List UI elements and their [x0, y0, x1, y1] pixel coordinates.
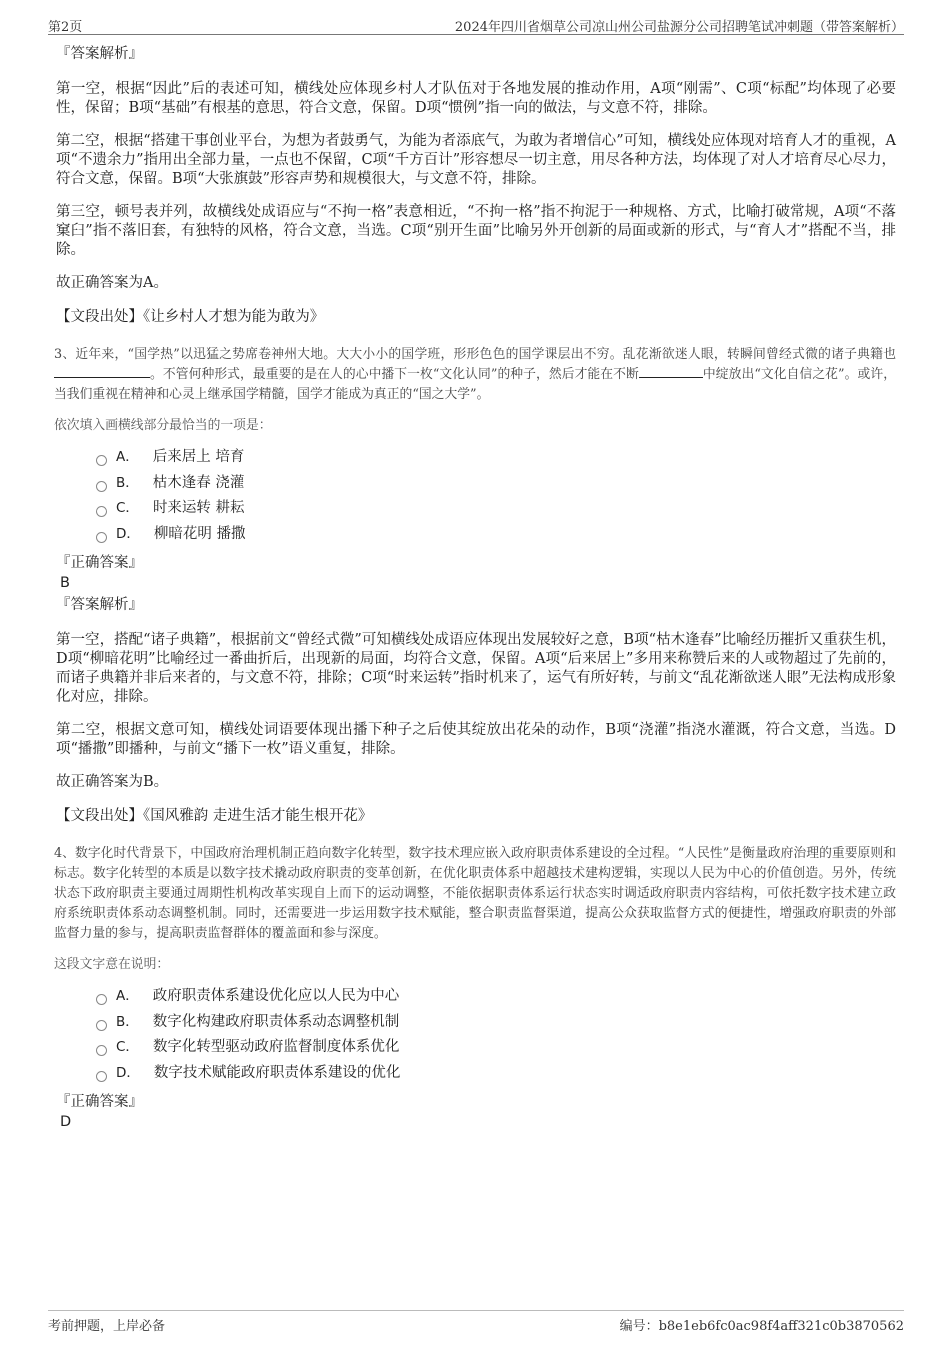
radio-icon[interactable]	[96, 1045, 107, 1056]
radio-icon[interactable]	[96, 532, 107, 543]
radio-icon[interactable]	[96, 1020, 107, 1031]
document-body	[56, 44, 896, 1134]
q3-analysis-p2: 第二空，根据文意可知，横线处词语要体现出播下种子之后使其绽放出花朵的动作，B项“浇灌”指浇水灌溉，符合文意，当选。D项“播撒”即播种，与前文“播下一枚”语义重复，排除。	[56, 722, 896, 757]
q3-analysis-label: 『答案解析』	[56, 597, 143, 613]
q2-section	[56, 44, 896, 327]
page-number: 第2页	[48, 20, 83, 35]
q2-analysis-label: 『答案解析』	[56, 46, 143, 62]
q4-options	[96, 984, 896, 1086]
radio-icon[interactable]	[96, 481, 107, 492]
q4-correct-label: 『正确答案』	[56, 1094, 143, 1110]
q3-section	[56, 345, 896, 826]
q2-analysis-p1: 第一空，根据“因此”后的表述可知，横线处应体现乡村人才队伍对于各地发展的推动作用，A项“刚需”、C项“标配”均体现了必要性，保留；B项“基础”有根基的意思，符合文意，保留。D项“惯例”指一向的做法，与文意不符，排除。	[56, 81, 896, 116]
q3-analysis-p1: 第一空，搭配“诸子典籍”，根据前文“曾经式微”可知横线处成语应体现出发展较好之意，B项“枯木逢春”比喻经历摧折又重获生机，D项“柳暗花明”比喻经过一番曲折后，出现新的局面，均符合文意，保留。A项“后来居上”多用来称赞后来的人或物超过了先前的，而诸子典籍并非后来者的，与文意不符，排除；C项“时来运转”指时机来了，运气有所好转，与前文“乱花渐欲迷人眼”无法构成形象化对应，排除。	[56, 632, 896, 705]
radio-icon[interactable]	[96, 994, 107, 1005]
q3-blank-1	[54, 365, 150, 378]
q3-stem: 3、近年来，“国学热”以迅猛之势席卷神州大地。大大小小的国学班，形形色色的国学课层出不穷。乱花渐欲迷人眼，转瞬间曾经式微的诸子典籍也。不管何种形式，最重要的是在人的心中播下一枚“文化认同”的种子，然后才能在不断 中绽放出“文化自信之花”。或许，当我们重视在精神和心灵上继承国学精髓，国学才能成为真正的“国之大学”。	[54, 347, 896, 402]
q4-stem: 4、数字化时代背景下，中国政府治理机制正趋向数字化转型，数字技术理应嵌入政府职责体系建设的全过程。“人民性”是衡量政府治理的重要原则和标志。数字化转型的本质是以数字技术撬动政府职责的变革创新，在优化职责体系中超越技术建构逻辑，实现以人民为中心的价值创造。另外，传统状态下政府职责主要通过周期性机构改革实现自上而下的运动调整，不能依据职责体系运行状态实时调适政府职责内容结构，可依托数字技术建立政府系统职责体系动态调整机制。同时，还需要进一步运用数字技术赋能，整合职责监督渠道，提高公众获取监督方式的便捷性，增强政府职责的外部监督力量的参与，提高职责监督群体的覆盖面和参与深度。	[54, 846, 896, 941]
document-id: 编号：b8e1eb6fc0ac98f4aff321c0b3870562	[619, 1319, 904, 1334]
page-footer	[48, 1310, 904, 1333]
q3-option-d[interactable]: D． 柳暗花明 播撒	[96, 522, 896, 548]
q4-prompt: 这段文字意在说明：	[54, 957, 170, 972]
q3-source: 【文段出处】《国风雅韵 走进生活才能生根开花》	[56, 808, 373, 824]
document-title: 2024年四川省烟草公司凉山州公司盐源分公司招聘笔试冲刺题（带答案解析）	[454, 20, 904, 35]
q2-conclusion: 故正确答案为A。	[56, 275, 168, 291]
footer-slogan: 考前押题，上岸必备	[48, 1319, 166, 1334]
radio-icon[interactable]	[96, 1071, 107, 1082]
q4-option-b[interactable]: B． 数字化构建政府职责体系动态调整机制	[96, 1010, 896, 1036]
q3-options	[96, 445, 896, 547]
q4-option-a[interactable]: A． 政府职责体系建设优化应以人民为中心	[96, 984, 896, 1010]
q3-blank-2	[639, 365, 703, 378]
q4-section	[56, 844, 896, 1132]
radio-icon[interactable]	[96, 506, 107, 517]
q3-correct-label: 『正确答案』	[56, 555, 143, 571]
q4-option-d[interactable]: D． 数字技术赋能政府职责体系建设的优化	[96, 1061, 896, 1087]
radio-icon[interactable]	[96, 455, 107, 466]
q3-correct-answer: B	[60, 575, 70, 591]
q4-option-c[interactable]: C． 数字化转型驱动政府监督制度体系优化	[96, 1035, 896, 1061]
q3-option-b[interactable]: B． 枯木逢春 浇灌	[96, 471, 896, 497]
page-header	[48, 14, 904, 35]
q4-correct-answer: D	[60, 1114, 72, 1130]
q3-option-a[interactable]: A． 后来居上 培育	[96, 445, 896, 471]
q3-conclusion: 故正确答案为B。	[56, 774, 169, 790]
q3-option-c[interactable]: C． 时来运转 耕耘	[96, 496, 896, 522]
q3-prompt: 依次填入画横线部分最恰当的一项是：	[54, 418, 272, 433]
q2-analysis-p2: 第二空，根据“搭建干事创业平台，为想为者鼓勇气，为能为者添底气，为敢为者增信心”可知，横线处应体现对培育人才的重视，A项“不遗余力”指用出全部力量，一点也不保留，C项“千方百计”形容想尽一切主意，用尽各种方法，均体现了对人才培育尽心尽力，符合文意，保留。B项“大张旗鼓”形容声势和规模很大，与文意不符，排除。	[56, 133, 896, 187]
q2-analysis-p3: 第三空，顿号表并列，故横线处成语应与“不拘一格”表意相近，“不拘一格”指不拘泥于一种规格、方式，比喻打破常规，A项“不落窠臼”指不落旧套，有独特的风格，符合文意，当选。C项“别开生面”比喻另外开创新的局面或新的形式，与“育人才”搭配不当，排除。	[56, 204, 896, 258]
q2-source: 【文段出处】《让乡村人才想为能为敢为》	[56, 309, 325, 325]
